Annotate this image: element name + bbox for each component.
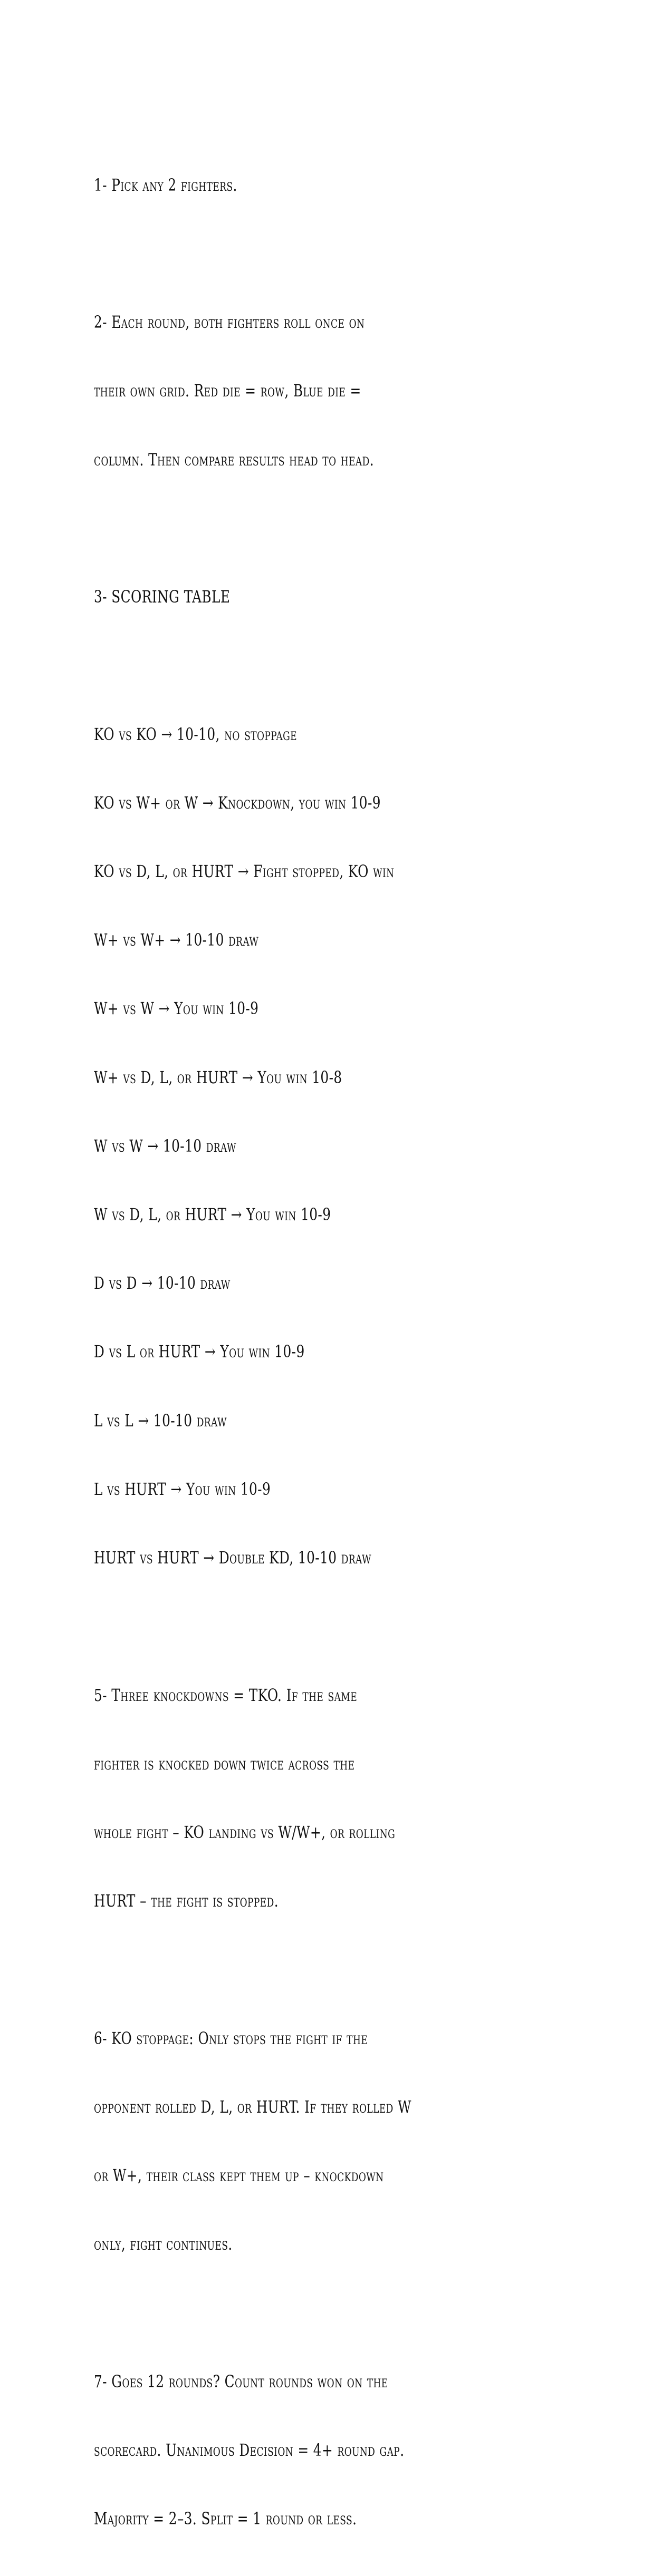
scoring-row: D vs D → 10-10 draw — [94, 1273, 231, 1294]
rule-6 — [94, 1981, 569, 2302]
rule-7-line: Majority = 2–3. Split = 1 round or less. — [94, 2509, 357, 2529]
paragraph-gap — [94, 1958, 569, 1981]
paragraph-gap — [94, 242, 569, 265]
scoring-row: L vs HURT → You win 10-9 — [94, 1479, 271, 1499]
scoring-table — [94, 677, 569, 1616]
paragraph-gap — [94, 1615, 569, 1638]
rule-5-line: 5- Three knockdowns = TKO. If the same — [94, 1685, 358, 1705]
scoring-row: W vs W → 10-10 draw — [94, 1135, 236, 1156]
rules-document — [94, 128, 569, 2576]
paragraph-gap — [94, 654, 569, 677]
scoring-row: KO vs D, L, or HURT → Fight stopped, KO win — [94, 861, 395, 881]
rule-6-line: or W+, their class kept them up – knockdown — [94, 2165, 384, 2186]
rule-6-line: 6- KO stoppage: Only stops the fight if the — [94, 2028, 368, 2048]
rule-7 — [94, 2325, 569, 2576]
paragraph-gap — [94, 517, 569, 540]
scoring-row: W+ vs W → You win 10-9 — [94, 998, 259, 1019]
scoring-row: W+ vs W+ → 10-10 draw — [94, 930, 259, 950]
rule-7-line: 7- Goes 12 rounds? Count rounds won on the — [94, 2371, 388, 2392]
rule-5 — [94, 1638, 569, 1959]
scoring-row: W+ vs D, L, or HURT → You win 10-8 — [94, 1067, 342, 1087]
rule-2-line: their own grid. Red die = row, Blue die = — [94, 381, 361, 401]
rule-5-line: HURT – the fight is stopped. — [94, 1891, 279, 1911]
rule-2-line: 2- Each round, both fighters roll once on — [94, 312, 365, 333]
scoring-row: KO vs KO → 10-10, no stoppage — [94, 724, 298, 744]
rule-2 — [94, 265, 569, 517]
scoring-row: HURT vs HURT → Double KD, 10-10 draw — [94, 1548, 371, 1568]
scoring-row: L vs L → 10-10 draw — [94, 1410, 227, 1431]
rule-6-line: opponent rolled D, L, or HURT. If they rolled W — [94, 2096, 411, 2117]
rule-2-line: column. Then compare results head to head. — [94, 449, 374, 470]
scoring-row: W vs D, L, or HURT → You win 10-9 — [94, 1204, 331, 1225]
paragraph-gap — [94, 2302, 569, 2325]
rule-5-line: fighter is knocked down twice across the — [94, 1753, 355, 1774]
rule-1 — [94, 128, 569, 242]
scoring-table-heading — [94, 540, 569, 654]
section-heading: 3- SCORING TABLE — [94, 587, 231, 607]
scoring-row: D vs L or HURT → You win 10-9 — [94, 1342, 305, 1362]
rule-7-line: scorecard. Unanimous Decision = 4+ round gap. — [94, 2439, 405, 2460]
rule-1-line: 1- Pick any 2 fighters. — [94, 174, 237, 195]
scoring-row: KO vs W+ or W → Knockdown, you win 10-9 — [94, 792, 381, 813]
rule-6-line: only, fight continues. — [94, 2234, 233, 2254]
rule-5-line: whole fight – KO landing vs W/W+, or rolling — [94, 1822, 396, 1842]
